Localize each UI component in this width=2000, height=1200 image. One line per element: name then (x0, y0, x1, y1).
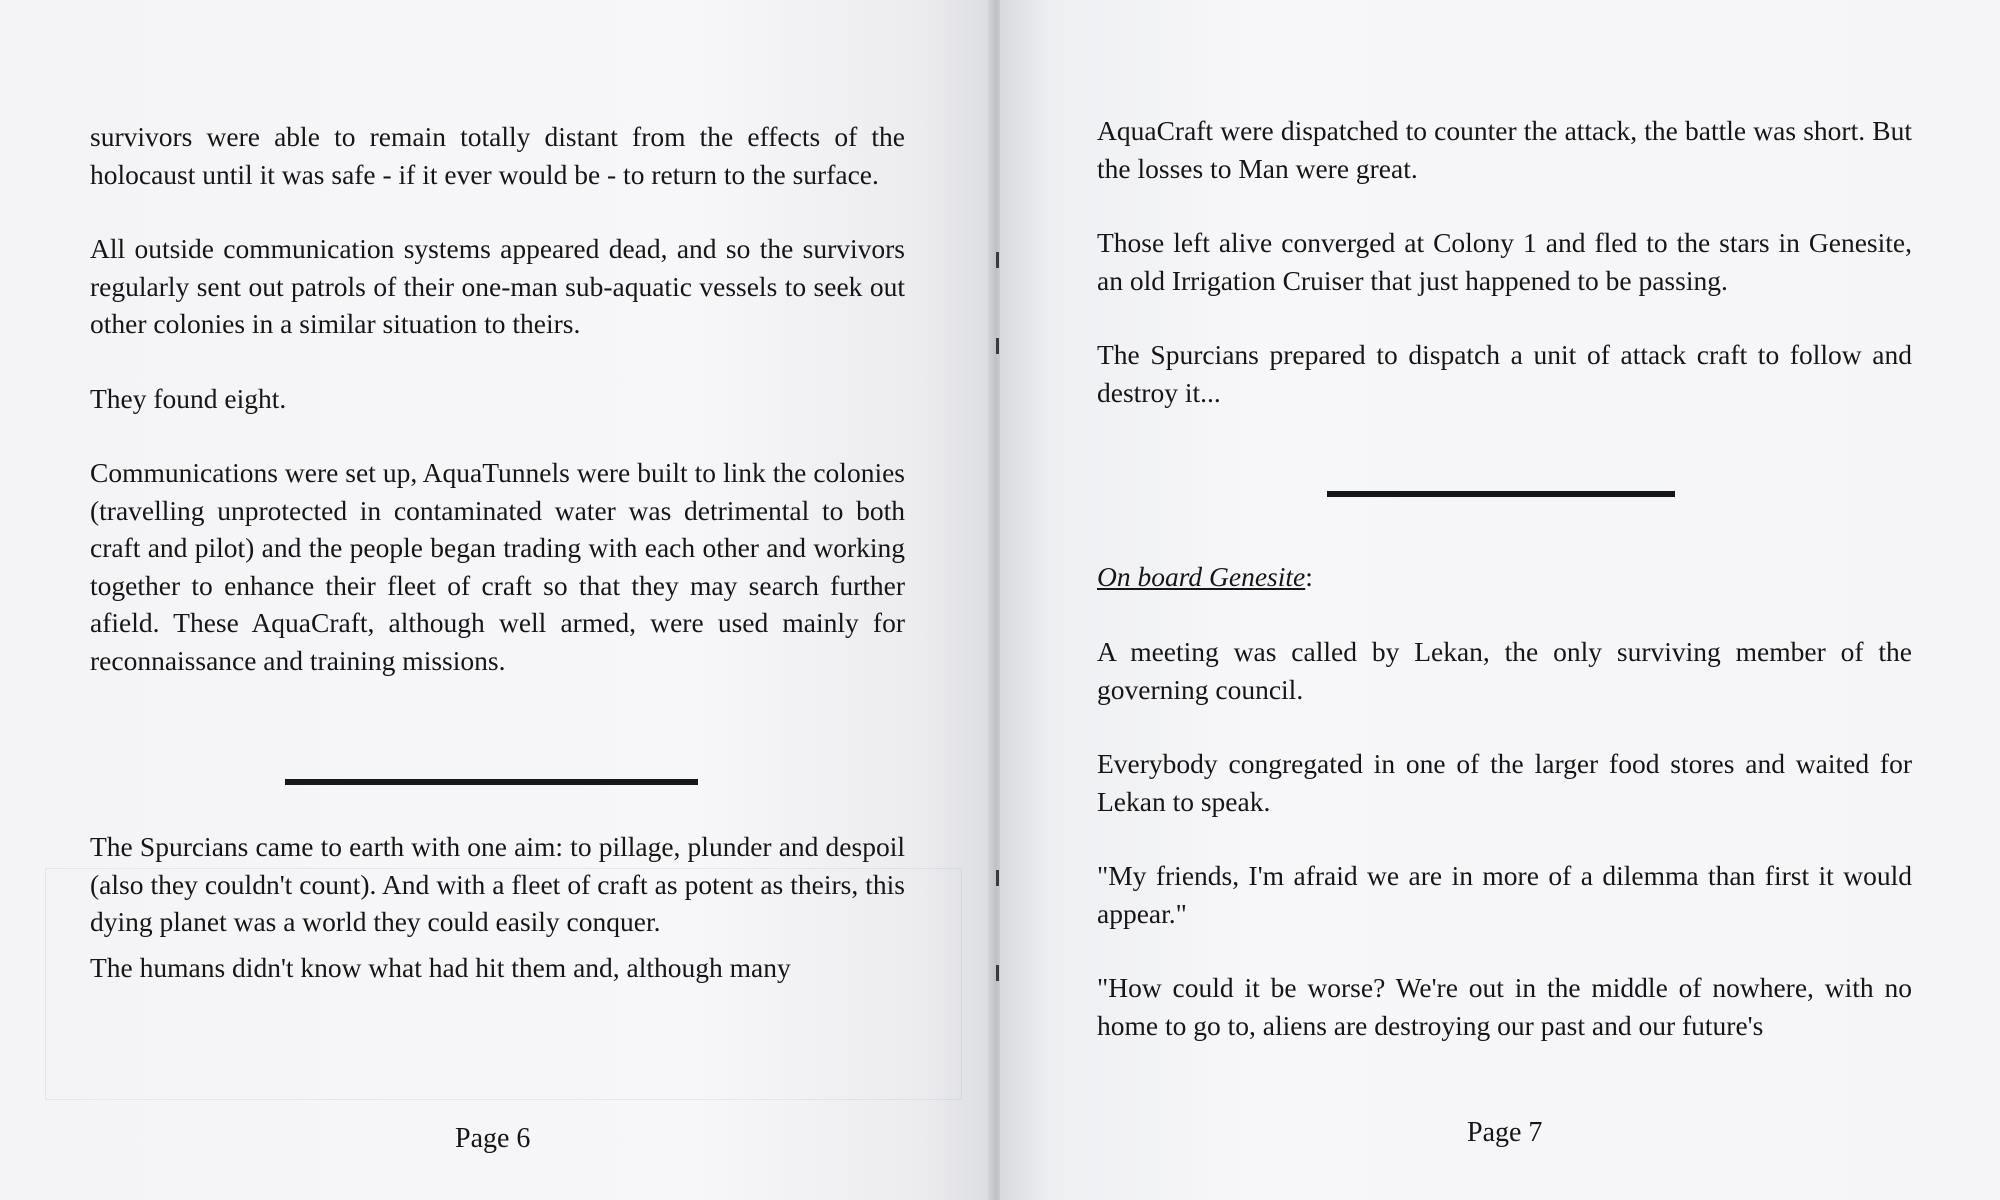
left-page-text-lower (90, 828, 905, 986)
right-page-text-lower (1097, 633, 1912, 1044)
right-page-text (1097, 112, 1912, 411)
paragraph: Communications were set up, AquaTunnels were built to link the colonies (travelling unprotected in contaminated water was detrimental to both craft and pilot) and the people began trading with each other and working together to enhance their fleet of craft so that they may search further afield. These AquaCraft, although well armed, were used mainly for reconnaissance and training missions. (90, 457, 905, 676)
staple (996, 870, 999, 886)
paragraph: A meeting was called by Lekan, the only surviving member of the governing council. (1097, 636, 1912, 705)
staple (996, 338, 999, 354)
paragraph: The humans didn't know what had hit them and, although many (90, 951, 791, 983)
section-heading-line (1097, 558, 1912, 596)
section-divider (1327, 491, 1675, 497)
paragraph: Everybody congregated in one of the larger food stores and waited for Lekan to speak. (1097, 748, 1912, 817)
left-page (0, 0, 992, 1200)
paragraph: survivors were able to remain totally distant from the effects of the holocaust until it was safe - if it ever would be - to return to the surface. (90, 121, 905, 190)
staple (996, 252, 999, 268)
section-heading-colon: : (1305, 561, 1313, 592)
paragraph: "How could it be worse? We're out in the middle of nowhere, with no home to go to, aliens are destroying our past and our future's (1097, 972, 1912, 1041)
section-divider (285, 779, 698, 785)
paragraph: Those left alive converged at Colony 1 and fled to the stars in Genesite, an old Irrigation Cruiser that just happened to be passing. (1097, 227, 1912, 296)
paragraph: The Spurcians prepared to dispatch a unit of attack craft to follow and destroy it... (1097, 339, 1912, 408)
left-page-text (90, 118, 905, 679)
staple (996, 965, 999, 981)
right-page (1000, 0, 2000, 1200)
paragraph: AquaCraft were dispatched to counter the attack, the battle was short. But the losses to Man were great. (1097, 115, 1912, 184)
paragraph: They found eight. (90, 382, 287, 414)
page-number: Page 7 (1467, 1117, 1543, 1148)
section-heading: On board Genesite (1097, 561, 1306, 592)
paragraph: The Spurcians came to earth with one aim: to pillage, plunder and despoil (also they couldn't count). And with a fleet of craft as potent as theirs, this dying planet was a world they could easily conquer. (90, 831, 905, 937)
paragraph: All outside communication systems appeared dead, and so the survivors regularly sent out patrols of their one-man sub-aquatic vessels to seek out other colonies in a similar situation to theirs. (90, 233, 905, 339)
page-number: Page 6 (455, 1123, 531, 1154)
paragraph: "My friends, I'm afraid we are in more of a dilemma than first it would appear." (1097, 860, 1912, 929)
